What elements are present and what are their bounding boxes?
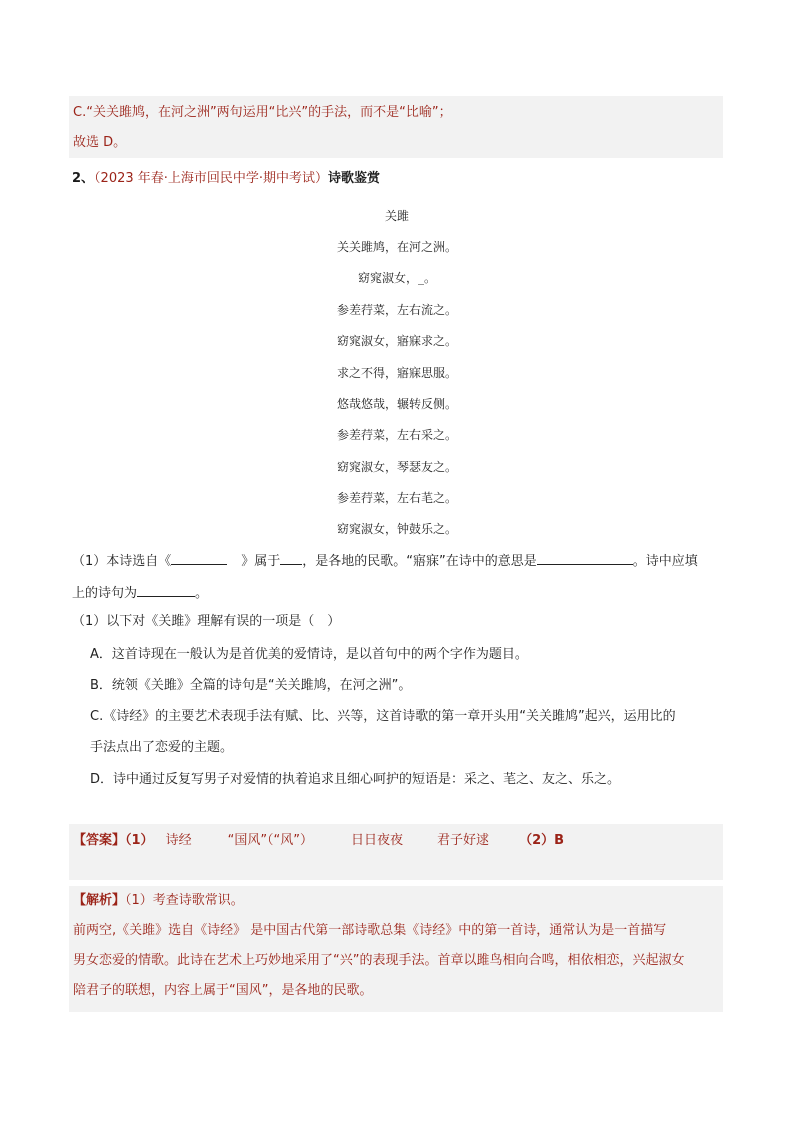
sub-question-1-cont [72,582,208,604]
answer-blank[interactable] [137,582,195,597]
answer-value: 日日夜夜 [351,833,404,848]
analysis-box [69,886,723,1012]
option-d[interactable]: D．诗中通过反复写男子对爱情的执着追求且细心呵护的短语是：采之、芼之、友之、乐之。 [90,772,621,787]
poem-title: 关雎 [384,209,409,223]
poem-line: 窈窕淑女，琴瑟友之。 [336,460,457,474]
question-number: 2、 [72,171,95,186]
sub1-text-f: 。 [195,586,209,601]
final-choice: 故选 D。 [73,135,127,150]
question-header [72,169,380,189]
poem-line: 窈窕淑女，钟鼓乐之。 [336,522,457,536]
option-c-explanation: C.“关关雎鸠，在河之洲”两句运用“比兴”的手法，而不是“比喻”； [73,105,452,120]
sub-question-2-stem: （1）以下对《关雎》理解有误的一项是（ ） [72,614,341,629]
answer-value: “国风”（“风”） [227,833,314,848]
poem-line: 悠哉悠哉，辗转反侧。 [336,397,457,411]
poem-line: 关关雎鸠，在河之洲。 [336,240,457,254]
poem-line: 参差荇菜，左右流之。 [336,303,457,317]
answer-box [69,824,723,880]
analysis-header [73,891,244,911]
analysis-first: （1）考查诗歌常识。 [125,893,244,908]
answer-value: 诗经 [165,833,192,848]
question-source: （2023 年春·上海市回民中学·期中考试） [94,171,329,186]
analysis-label: 【解析】 [73,893,126,908]
option-a[interactable]: A．这首诗现在一般认为是首优美的爱情诗，是以首句中的两个字作为题目。 [90,647,528,662]
poem-line: 参差荇菜，左右采之。 [336,428,457,442]
sub-question-1 [72,550,698,572]
answer-label: 【答案】 [73,833,126,848]
answer-blank[interactable] [537,550,633,565]
question-type: 诗歌鉴赏 [328,171,381,186]
option-b[interactable]: B．统领《关雎》全篇的诗句是“关关雎鸠，在河之洲”。 [90,678,412,693]
answer-value: 君子好逑 [437,833,490,848]
answer-part-2: （2） [519,833,555,848]
option-c-cont: 手法点出了恋爱的主题。 [90,740,234,755]
sub1-text-a: （1）本诗选自《 [72,554,172,569]
poem-line: 窈窕淑女，_。 [357,271,436,285]
analysis-text: 男女恋爱的情歌。此诗在艺术上巧妙地采用了“兴”的表现手法。首章以雎鸟相向合鸣，相依相恋，兴起淑女 [73,953,685,968]
analysis-text: 陪君子的联想，内容上属于“国风”，是各地的民歌。 [73,983,373,998]
sub1-text-d: 。诗中应填 [632,554,698,569]
answer-line [73,831,564,851]
poem-line: 参差荇菜，左右芼之。 [336,491,457,505]
analysis-text: 前两空,《关雎》选自《诗经》 是中国古代第一部诗歌总集《诗经》中的第一首诗，通常认为是一首描写 [73,923,667,938]
answer-blank[interactable] [280,550,302,565]
option-c[interactable]: C.《诗经》的主要艺术表现手法有赋、比、兴等，这首诗歌的第一章开头用“关关雎鸠”起兴，运用比的 [90,709,676,724]
previous-answer-box [69,96,723,158]
sub1-text-b: 》属于 [241,554,281,569]
sub1-text-e: 上的诗句为 [72,586,138,601]
answer-value: B [554,833,565,848]
poem-line: 窈窕淑女，寤寐求之。 [336,334,457,348]
poem-line: 求之不得，寤寐思服。 [336,366,457,380]
answer-part-1: （1） [125,833,154,848]
sub1-text-c: ，是各地的民歌。“寤寐”在诗中的意思是 [302,554,537,569]
answer-blank[interactable] [171,550,227,565]
